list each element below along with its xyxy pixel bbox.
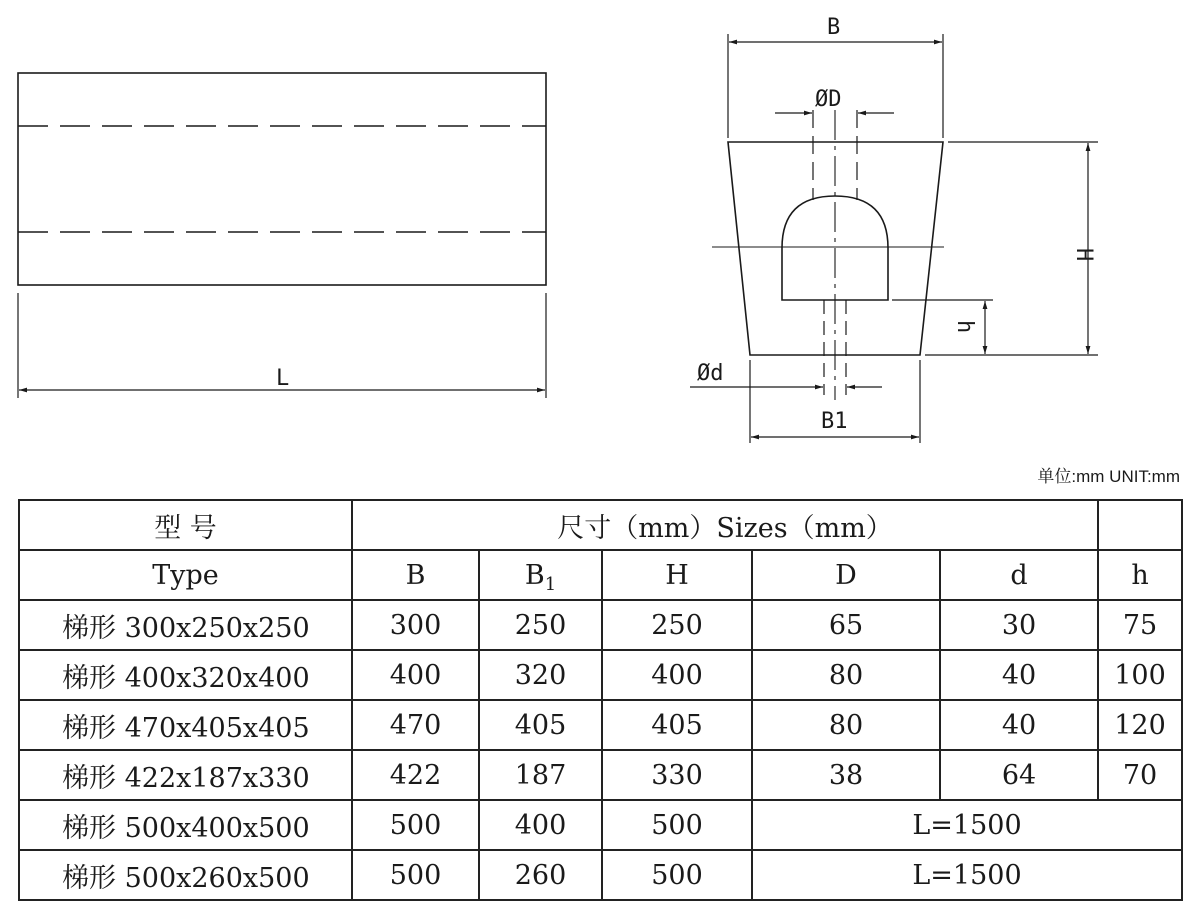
cell-B1: 250: [479, 600, 602, 650]
label-B1: B1: [821, 409, 848, 434]
side-view: [18, 73, 546, 398]
label-h: h: [952, 320, 977, 334]
header-col-d: d: [940, 550, 1098, 600]
cell-B: 500: [352, 800, 479, 850]
cell-L: L=1500: [752, 800, 1182, 850]
header-col-D: D: [752, 550, 940, 600]
label-H: H: [1071, 248, 1096, 262]
header-col-B1: [479, 550, 602, 600]
cell-B: 422: [352, 750, 479, 800]
cell-D: 65: [752, 600, 940, 650]
cell-B1: 400: [479, 800, 602, 850]
cell-B1: 260: [479, 850, 602, 900]
table-header-row-1: [19, 500, 1182, 550]
cell-type: 梯形 300x250x250: [19, 600, 352, 650]
cell-d: 64: [940, 750, 1098, 800]
cell-H: 500: [602, 850, 752, 900]
cell-H: 250: [602, 600, 752, 650]
table-row: [19, 650, 1182, 700]
cell-h: 70: [1098, 750, 1182, 800]
spec-table: [18, 499, 1183, 901]
header-col-H: H: [602, 550, 752, 600]
cell-H: 500: [602, 800, 752, 850]
cell-type: 梯形 500x260x500: [19, 850, 352, 900]
header-col-B1-sub: 1: [544, 573, 557, 595]
cell-B: 400: [352, 650, 479, 700]
label-d: Ød: [697, 361, 724, 386]
header-type-cn: 型 号: [19, 500, 352, 550]
header-sizes: 尺寸（mm）Sizes（mm）: [352, 500, 1098, 550]
cell-D: 38: [752, 750, 940, 800]
end-view: [690, 34, 1098, 443]
cell-B1: 320: [479, 650, 602, 700]
cell-d: 30: [940, 600, 1098, 650]
cell-d: 40: [940, 650, 1098, 700]
cell-L: L=1500: [752, 850, 1182, 900]
cell-B: 500: [352, 850, 479, 900]
label-B: B: [827, 15, 841, 40]
cell-d: 40: [940, 700, 1098, 750]
cell-type: 梯形 500x400x500: [19, 800, 352, 850]
table-row: [19, 850, 1182, 900]
cell-type: 梯形 422x187x330: [19, 750, 352, 800]
cell-D: 80: [752, 650, 940, 700]
table-row: [19, 700, 1182, 750]
header-blank: [1098, 500, 1182, 550]
cell-h: 120: [1098, 700, 1182, 750]
cell-h: 100: [1098, 650, 1182, 700]
header-col-B1-letter: B: [524, 559, 545, 591]
cell-h: 75: [1098, 600, 1182, 650]
header-col-h: h: [1098, 550, 1182, 600]
cell-H: 330: [602, 750, 752, 800]
label-L: L: [276, 366, 290, 391]
cell-B1: 187: [479, 750, 602, 800]
cell-H: 405: [602, 700, 752, 750]
side-view-outline: [18, 73, 546, 285]
unit-note: 单位:mm UNIT:mm: [1037, 467, 1180, 486]
cell-B: 300: [352, 600, 479, 650]
label-D: ØD: [815, 87, 842, 112]
cell-B1: 405: [479, 700, 602, 750]
cell-type: 梯形 400x320x400: [19, 650, 352, 700]
table-row: [19, 800, 1182, 850]
header-type-en: Type: [19, 550, 352, 600]
cell-type: 梯形 470x405x405: [19, 700, 352, 750]
cell-B: 470: [352, 700, 479, 750]
header-col-B: B: [352, 550, 479, 600]
cell-D: 80: [752, 700, 940, 750]
table-header-row-2: [19, 550, 1182, 600]
cell-H: 400: [602, 650, 752, 700]
table-row: [19, 600, 1182, 650]
table-row: [19, 750, 1182, 800]
